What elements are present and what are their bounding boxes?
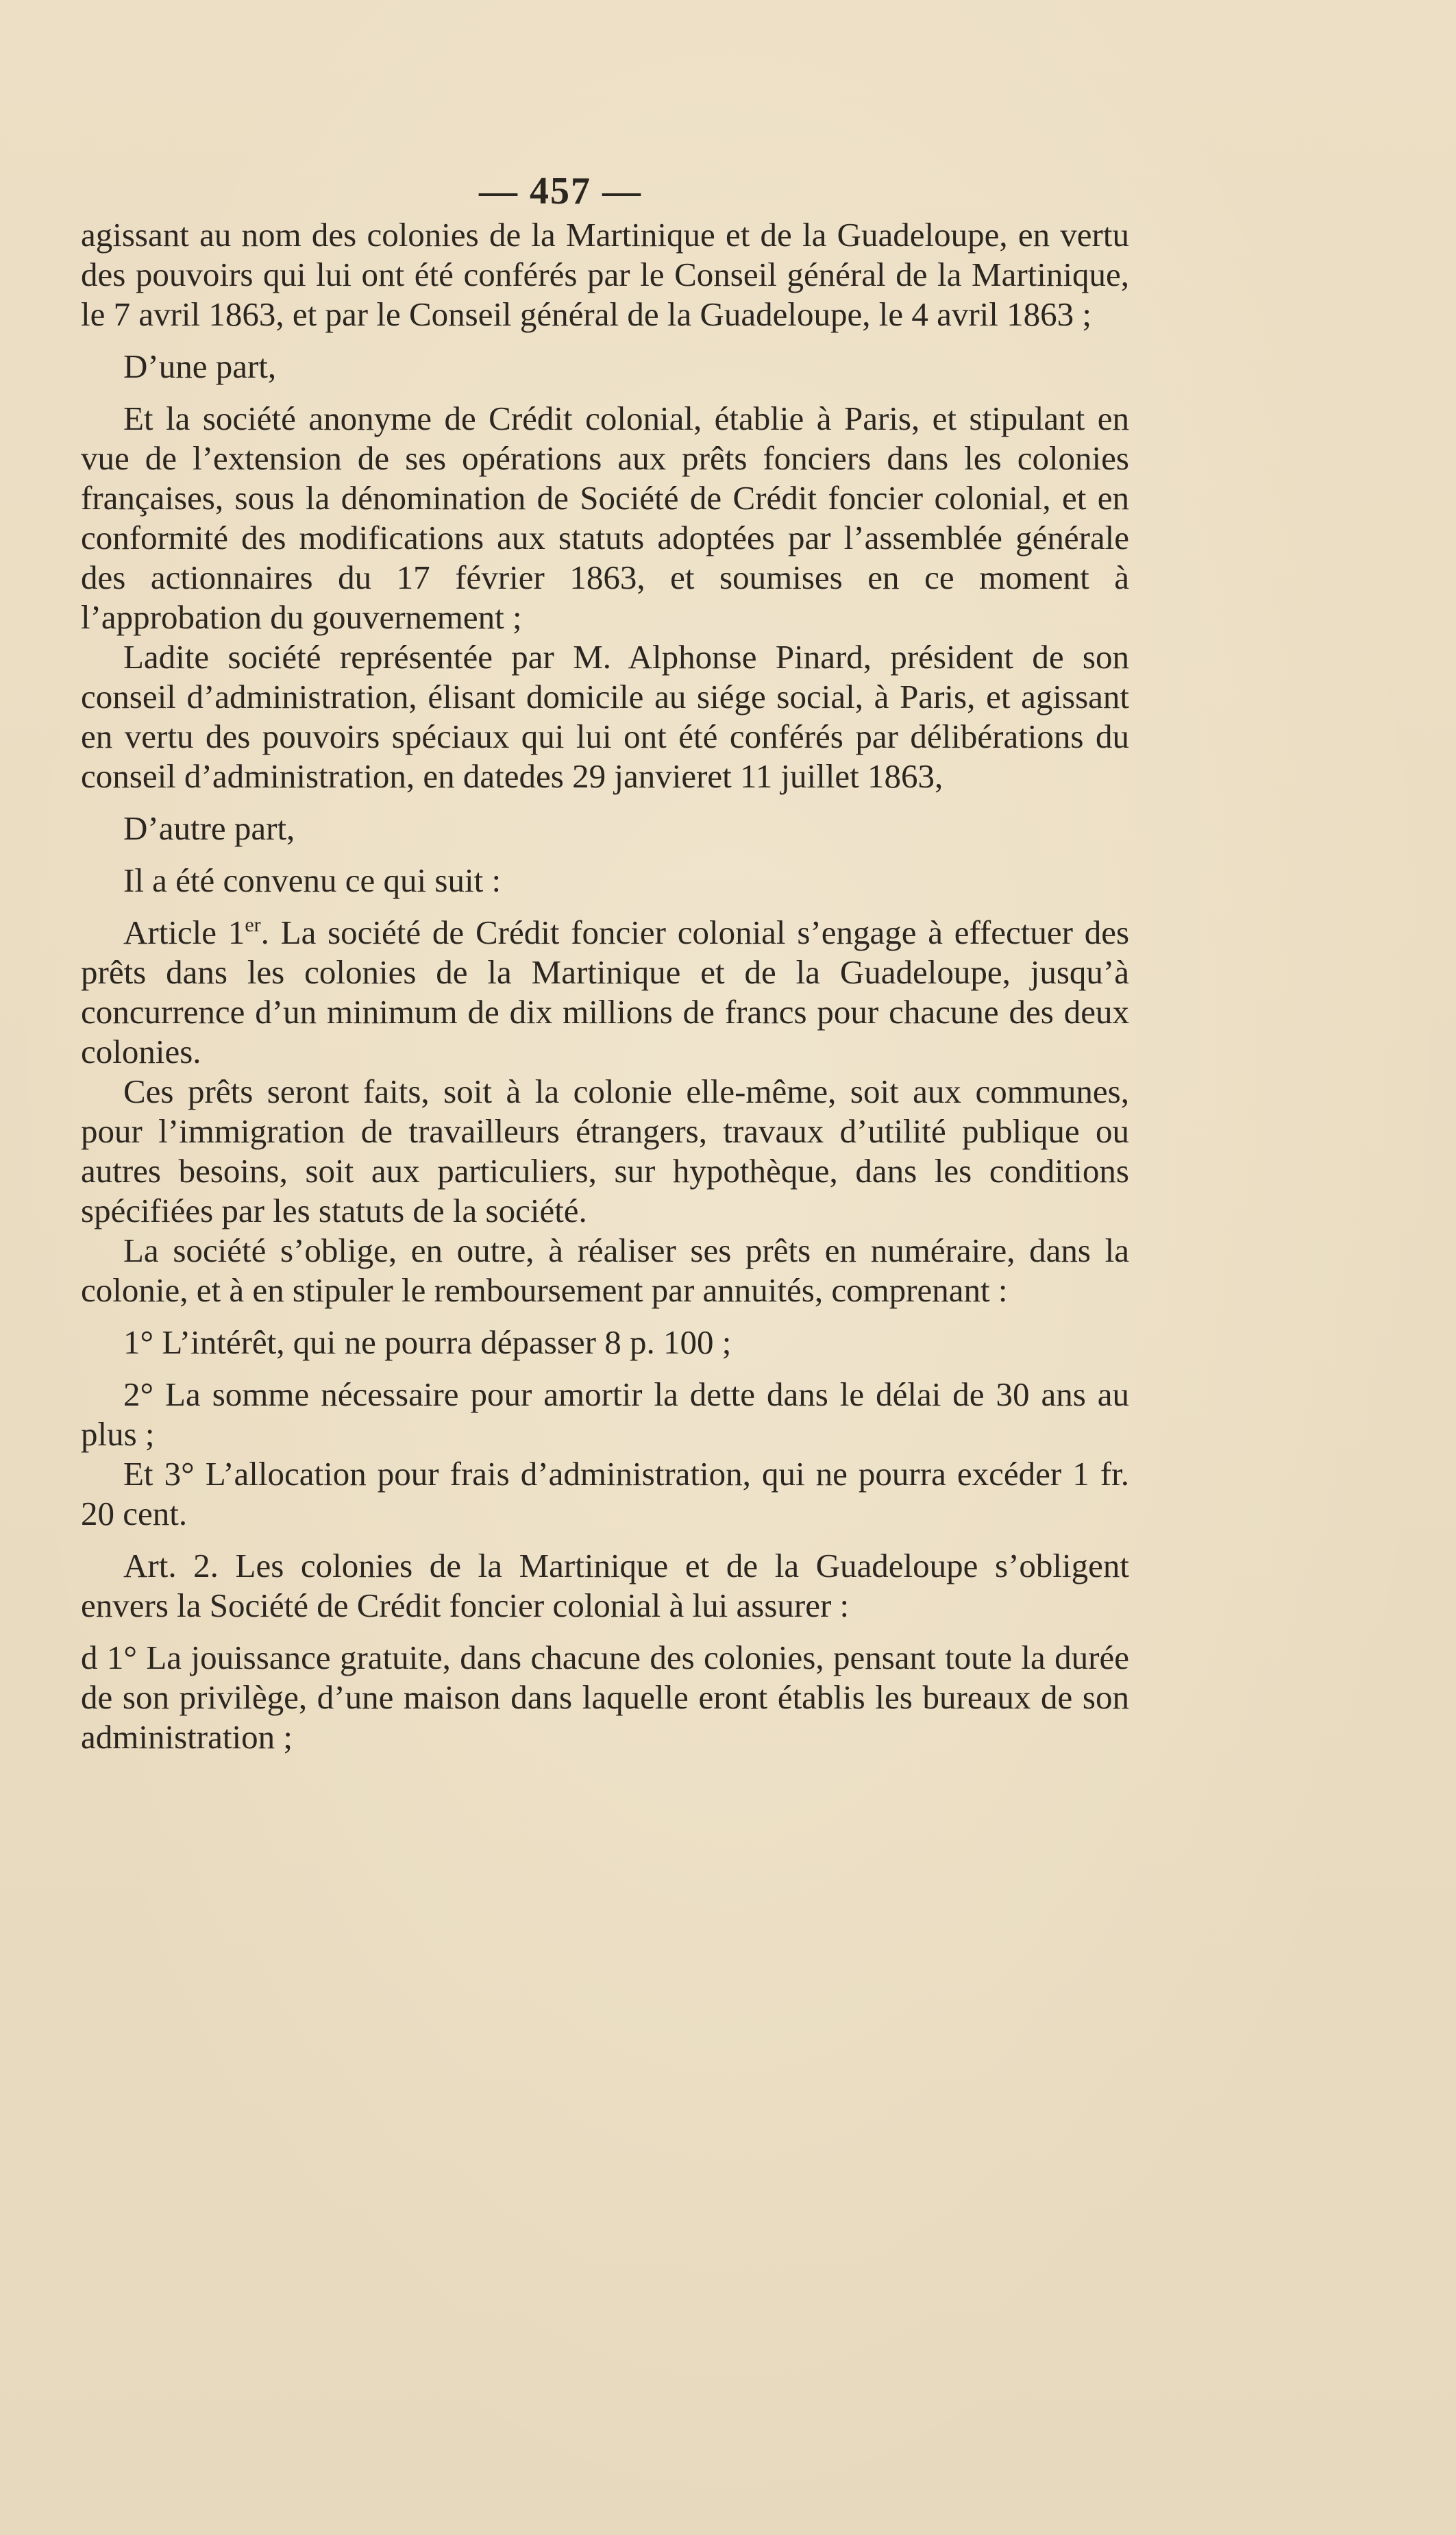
- page-number: — 457 —: [479, 170, 642, 212]
- paragraph-somme-necessaire: 2° La somme nécessaire pour amortir la dette dans le délai de 30 ans au plus ;: [81, 1375, 1129, 1453]
- paragraph-interet: 1° L’intérêt, qui ne pourra dépasser 8 p. 100 ;: [123, 1323, 732, 1361]
- article-1-text: . La société de Crédit foncier colonial s’engage à effectuer des prêts dans les colonies de la Martinique et de la Guadeloupe, jusqu’à concurrence d’un minimum de dix millions de francs pour chacune des deux colonies.: [81, 914, 1130, 1070]
- paragraph-ladite-societe: Ladite société représentée par M. Alphonse Pinard, président de son conseil d’administration, élisant domicile au siége social, à Paris, et agissant en vertu des pouvoirs spéciaux qui lui ont été conférés par délibérations du conseil d’administration, en datedes 29 janvieret 11 juillet 1863,: [81, 638, 1129, 795]
- paragraph-dautre-part: D’autre part,: [123, 809, 295, 847]
- paragraph-societe-oblige: La société s’oblige, en outre, à réaliser ses prêts en numéraire, dans la colonie, et à en stipuler le remboursement par annuités, comprenant :: [81, 1232, 1129, 1309]
- paragraph-allocation: Et 3° L’allocation pour frais d’administration, qui ne pourra excéder 1 fr. 20 cent.: [81, 1455, 1129, 1532]
- paragraph-jouissance: d 1° La jouissance gratuite, dans chacune des colonies, pensant toute la durée de son privilège, d’une maison dans laquelle eront établis les bureaux de son administration ;: [81, 1639, 1129, 1756]
- paragraph-article-2: Art. 2. Les colonies de la Martinique et de la Guadeloupe s’obligent envers la Société de Crédit foncier colonial à lui assurer :: [81, 1547, 1129, 1624]
- paragraph-societe-anonyme: Et la société anonyme de Crédit colonial, établie à Paris, et stipulant en vue de l’extension de ses opérations aux prêts fonciers dans les colonies françaises, sous la dénomination de Société de Crédit foncier colonial, et en conformité des modifications aux statuts adoptées par l’assemblée générale des actionnaires du 17 février 1863, et soumises en ce moment à l’approbation du gouvernement ;: [81, 400, 1129, 636]
- page-text: [81, 171, 1129, 1757]
- paragraph-convenu: Il a été convenu ce qui suit :: [123, 861, 502, 899]
- article-1-superscript: er: [245, 914, 261, 936]
- paragraph-ces-prets: Ces prêts seront faits, soit à la colonie elle-même, soit aux communes, pour l’immigration de travailleurs étrangers, travaux d’utilité publique ou autres besoins, soit aux particuliers, sur hypothèque, dans les conditions spécifiées par les statuts de la société.: [81, 1073, 1129, 1229]
- paragraph-agissant: agissant au nom des colonies de la Martinique et de la Guadeloupe, en vertu des pouvoirs qui lui ont été conférés par le Conseil général de la Martinique, le 7 avril 1863, et par le Conseil général de la Guadeloupe, le 4 avril 1863 ;: [81, 216, 1129, 333]
- paragraph-article-1: [81, 913, 1129, 1072]
- article-1-heading: Article 1: [123, 914, 245, 951]
- paragraph-dune-part: D’une part,: [123, 347, 277, 385]
